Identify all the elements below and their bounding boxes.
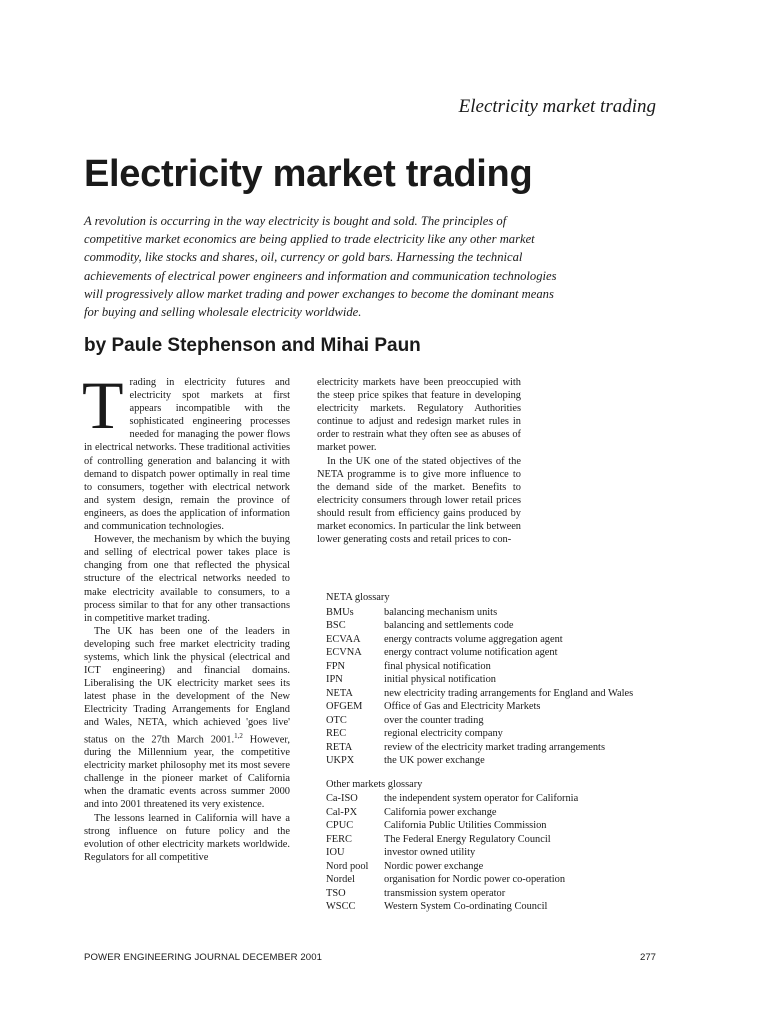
- glossary-definition: initial physical notification: [384, 674, 496, 685]
- glossary-term: UKPX: [326, 755, 355, 766]
- glossary-term: OFGEM: [326, 701, 363, 712]
- neta-glossary-list: [326, 606, 666, 768]
- glossary-row: [326, 660, 666, 674]
- glossary-definition: over the counter trading: [384, 714, 484, 726]
- paragraph-2: However, the mechanism by which the buying and selling of electrical power takes place is changing from one that reflected the physical structure of the electrical networks needed to make electricity available to consumers, to a process similar to that for any other transactions in competitive market trading.: [84, 534, 290, 624]
- glossary-box: [326, 591, 666, 914]
- glossary-row: [326, 687, 666, 701]
- glossary-term: Ca-ISO: [326, 793, 358, 804]
- glossary-definition: Western System Co-ordinating Council: [384, 901, 548, 912]
- glossary-term: ECVAA: [326, 633, 361, 645]
- glossary-term: OTC: [326, 714, 347, 726]
- drop-cap: T: [82, 367, 124, 443]
- glossary-row: [326, 887, 666, 901]
- glossary-row: [326, 714, 666, 728]
- glossary-definition: review of the electricity market trading arrangements: [384, 741, 605, 753]
- glossary-row: [326, 741, 666, 755]
- paragraph-4: The lessons learned in California will have a strong influence on future policy and the evolution of other electricity markets worldwide. Regulators for all competitive: [84, 812, 290, 863]
- page-number: 277: [639, 952, 656, 963]
- glossary-definition: the independent system operator for California: [384, 793, 579, 804]
- citation-ref: 1,2: [234, 731, 243, 740]
- body-column-left: [82, 367, 290, 864]
- glossary-row: [326, 833, 666, 847]
- glossary-definition: final physical notification: [384, 660, 491, 672]
- paragraph-1-text: rading in electricity futures and electricity spot markets at first appears incompatible with the sophisticated engineering processes needed for managing the power flows in electrical networks. These traditional activities of controlling generation and balancing it with demand to dispatch power optimally in real time to consumers, together with electrical network and system design, remain the province of engineers, as does the application of information and communication technologies.: [84, 377, 290, 533]
- body-column-right: [317, 376, 521, 546]
- paragraph-3-tail: However, during the Millennium year, the competitive electricity market philosophy met its most severe challenge in the pioneer market of California when the dramatic events across summer 2000 and into 2001 threatened its very existence.: [84, 734, 290, 811]
- glossary-row: [326, 792, 666, 806]
- glossary-definition: California Public Utilities Commission: [384, 820, 547, 831]
- footer-journal: POWER ENGINEERING JOURNAL DECEMBER 2001: [84, 952, 323, 963]
- glossary-term: CPUC: [326, 820, 354, 831]
- glossary-term: REC: [326, 728, 347, 739]
- glossary-term: IPN: [326, 674, 343, 685]
- glossary-term: NETA: [326, 687, 353, 699]
- glossary-row: [326, 619, 666, 633]
- glossary-row: [326, 606, 666, 620]
- glossary-definition: balancing and settlements code: [384, 620, 514, 631]
- paragraph-1: [82, 367, 290, 533]
- paragraph-3: [84, 625, 290, 812]
- glossary-term: Cal-PX: [326, 806, 358, 818]
- paragraph-5: electricity markets have been preoccupied with the steep price spikes that feature in developing electricity markets. Regulatory Authorities continue to adjust and redesign market rules in order to restrain what they often see as abuses of market power.: [317, 377, 521, 454]
- glossary-row: [326, 846, 666, 860]
- glossary-definition: transmission system operator: [384, 887, 506, 899]
- glossary-term: BMUs: [326, 606, 354, 618]
- article-title: Electricity market trading: [84, 153, 533, 195]
- glossary-row: [326, 673, 666, 687]
- glossary-term: Nord pool: [326, 860, 369, 872]
- glossary-term: FPN: [326, 660, 346, 672]
- abstract: A revolution is occurring in the way electricity is bought and sold. The principles of competitive market economics are being applied to trade electricity like any other market commodity, like stocks and shares, oil, currency or gold bars. Harnessing the technical achievements of electrical power engineers and information and communication technologies will progressively allow market trading and power exchanges to become the dominant means for buying and selling wholesale electricity worldwide.: [84, 214, 557, 320]
- glossary-term: IOU: [326, 847, 345, 858]
- glossary-row: [326, 754, 666, 768]
- running-head: Electricity market trading: [458, 96, 656, 117]
- glossary-row: [326, 900, 666, 914]
- glossary-row: [326, 873, 666, 887]
- byline: by Paule Stephenson and Mihai Paun: [84, 335, 421, 356]
- glossary-definition: Nordic power exchange: [384, 860, 484, 872]
- glossary-row: [326, 646, 666, 660]
- glossary-row: [326, 700, 666, 714]
- glossary-definition: energy contracts volume aggregation agent: [384, 633, 563, 645]
- glossary-definition: organisation for Nordic power co-operation: [384, 874, 566, 885]
- paragraph-6: In the UK one of the stated objectives of the NETA programme is to give more influence to the demand side of the market. Benefits to electricity consumers through lower retail prices should result from efficiency gains produced by market economics. In particular the link between lower generating costs and retail prices to con-: [317, 455, 521, 546]
- paragraph-3-text: The UK has been one of the leaders in developing such free market electricity trading systems, which link the physical (electrical and ICT engineering) and financial domains. Liberalising the UK electricity market sees its latest phase in the development of the New Electricity Trading Arrangements for England and Wales, NETA, which achieved 'goes live' status on the 27th March 2001.: [84, 625, 290, 745]
- glossary-term: TSO: [326, 887, 346, 899]
- glossary-definition: California power exchange: [384, 806, 497, 818]
- glossary-definition: new electricity trading arrangements for England and Wales: [384, 687, 634, 699]
- other-glossary-list: [326, 792, 666, 914]
- neta-glossary-title: NETA glossary: [326, 592, 390, 603]
- glossary-definition: balancing mechanism units: [384, 606, 498, 618]
- glossary-term: ECVNA: [326, 647, 362, 658]
- glossary-definition: Office of Gas and Electricity Markets: [384, 701, 541, 712]
- glossary-row: [326, 727, 666, 741]
- glossary-definition: regional electricity company: [384, 728, 503, 739]
- glossary-definition: energy contract volume notification agent: [384, 647, 558, 658]
- glossary-definition: investor owned utility: [384, 847, 476, 858]
- glossary-row: [326, 633, 666, 647]
- glossary-term: RETA: [326, 741, 353, 753]
- glossary-term: FERC: [326, 833, 352, 845]
- glossary-row: [326, 860, 666, 874]
- glossary-term: BSC: [326, 620, 346, 631]
- glossary-term: Nordel: [326, 874, 355, 885]
- glossary-row: [326, 819, 666, 833]
- glossary-definition: the UK power exchange: [384, 755, 485, 766]
- glossary-row: [326, 806, 666, 820]
- glossary-term: WSCC: [326, 901, 356, 912]
- glossary-definition: The Federal Energy Regulatory Council: [384, 833, 551, 845]
- other-glossary-title: Other markets glossary: [326, 778, 423, 790]
